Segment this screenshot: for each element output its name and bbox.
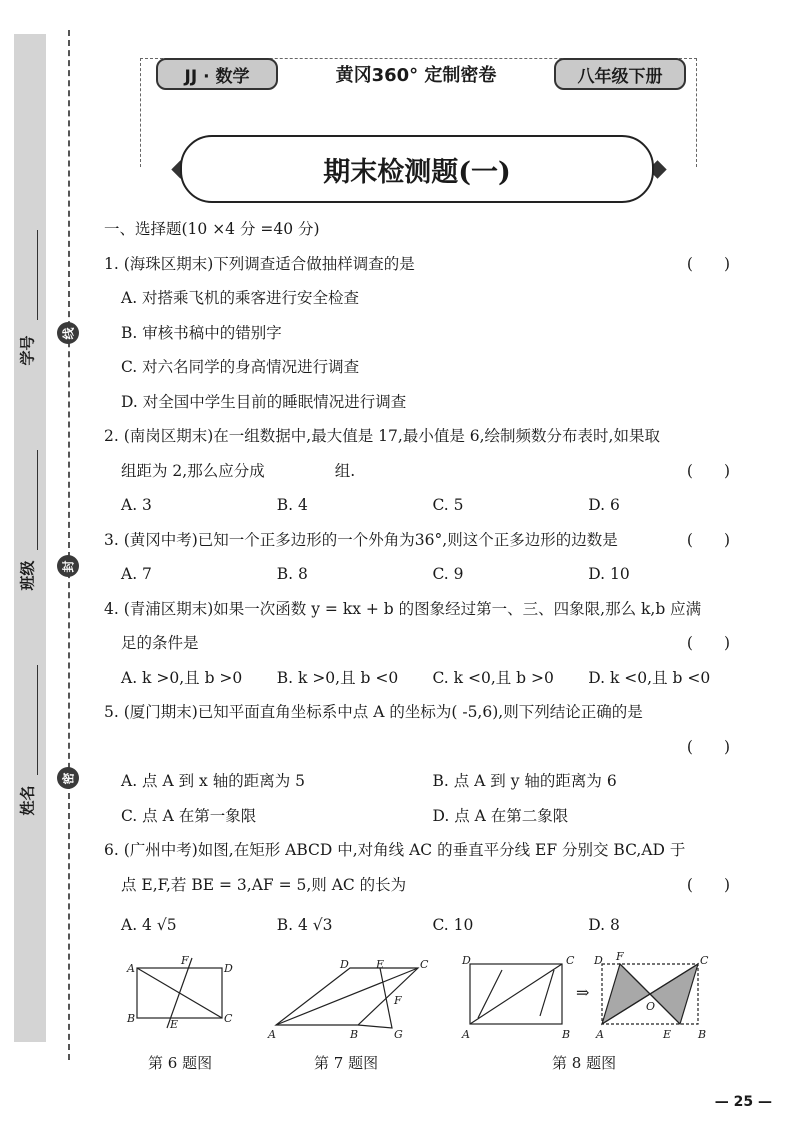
svg-text:D: D: [340, 958, 349, 971]
subject-pill: JJ · 数学: [156, 58, 278, 90]
svg-text:E: E: [170, 1018, 179, 1031]
svg-text:A: A: [127, 962, 135, 975]
answer-paren: ( ): [686, 634, 730, 652]
q4-stem: 4. (青浦区期末)如果一次函数 y = kx + b 的图象经过第一、三、四象限,那么 k,b 应满: [104, 599, 702, 618]
q6-stem-cont: 点 E,F,若 BE = 3,AF = 5,则 AC 的长为 ( ): [104, 868, 744, 903]
question-list: [104, 212, 744, 943]
q4-options: [104, 661, 744, 696]
option: A. 3: [121, 496, 152, 514]
q3-options: [104, 557, 744, 592]
svg-text:C: C: [420, 958, 429, 971]
seal-cut-mark: 密: [57, 767, 79, 789]
svg-text:A: A: [596, 1028, 604, 1041]
fig8-caption: 第 8 题图: [552, 1054, 617, 1072]
q5-stem: 5. (厦门期末)已知平面直角坐标系中点 A 的坐标为( -5,6),则下列结论正确的是: [104, 703, 643, 721]
figures-row: [0, 950, 794, 1070]
svg-text:G: G: [394, 1028, 403, 1041]
header-bar: [156, 57, 686, 91]
svg-text:F: F: [616, 950, 624, 963]
cut-line: [68, 30, 70, 1060]
grade-pill: 八年级下册: [554, 58, 686, 90]
q1-stem: 1. (海珠区期末)下列调查适合做抽样调查的是 ( ): [104, 247, 744, 282]
q1-option: A. 对搭乘飞机的乘客进行安全检查: [121, 289, 360, 307]
option: A. 点 A 到 x 轴的距离为 5: [121, 772, 305, 790]
svg-text:E: E: [663, 1028, 672, 1041]
option: C. 5: [432, 496, 464, 514]
figure-8-left: [470, 964, 562, 1024]
q1-option: C. 对六名同学的身高情况进行调查: [121, 358, 360, 376]
option: C. k <0,且 b >0: [432, 668, 554, 687]
q5-options: [104, 764, 744, 799]
option: C. 9: [432, 565, 464, 583]
option: A. k >0,且 b >0: [121, 668, 243, 687]
option: B. 点 A 到 y 轴的距离为 6: [432, 772, 617, 790]
option: D. k <0,且 b <0: [588, 668, 711, 687]
option: C. 10: [432, 916, 474, 934]
svg-text:F: F: [394, 994, 402, 1007]
svg-text:E: E: [376, 958, 385, 971]
page-number: — 25 —: [714, 1094, 772, 1110]
svg-text:D: D: [224, 962, 233, 975]
class-label: 班级: [18, 560, 37, 591]
q3-stem: 3. (黄冈中考)已知一个正多边形的一个外角为36°,则这个正多边形的边数是 ( ): [104, 523, 744, 558]
figure-6: [137, 958, 222, 1028]
option: B. 4 √3: [276, 916, 333, 934]
svg-text:D: D: [462, 954, 471, 967]
q2-stem-cont: 组距为 2,那么应分成 组. ( ): [104, 454, 744, 489]
q6-options: [104, 908, 744, 943]
geometry-figures: [0, 950, 794, 1045]
q2-stem: 2. (南岗区期末)在一组数据中,最大值是 17,最小值是 6,绘制频数分布表时,如果取: [104, 427, 660, 445]
svg-text:B: B: [350, 1028, 359, 1041]
svg-text:A: A: [268, 1028, 276, 1041]
svg-text:O: O: [646, 1000, 656, 1013]
name-line: [37, 665, 38, 775]
student-id-line: [37, 230, 38, 320]
answer-paren: ( ): [686, 530, 730, 549]
section-heading: 一、选择题(10 ×4 分 =40 分): [104, 220, 320, 238]
svg-text:D: D: [594, 954, 603, 967]
answer-paren: ( ): [686, 254, 730, 273]
q5-paren-row: [104, 730, 744, 765]
title-box: [180, 135, 654, 203]
svg-text:C: C: [700, 954, 709, 967]
option: A. 4 √5: [121, 916, 177, 934]
svg-text:A: A: [462, 1028, 470, 1041]
svg-text:C: C: [224, 1012, 233, 1025]
option: D. 8: [588, 916, 620, 934]
class-line: [37, 450, 38, 550]
q5-options: [104, 799, 744, 834]
answer-paren: ( ): [686, 875, 730, 894]
answer-paren: ( ): [686, 737, 730, 756]
q2-options: [104, 488, 744, 523]
svg-text:B: B: [127, 1012, 136, 1025]
series-title: 黄冈360° 定制密卷: [335, 65, 497, 86]
q4-stem-cont: 足的条件是 ( ): [104, 626, 744, 661]
option: B. 8: [276, 565, 308, 583]
name-label: 姓名: [18, 785, 37, 816]
option: C. 点 A 在第一象限: [121, 806, 257, 825]
option: B. k >0,且 b <0: [276, 668, 399, 687]
option: A. 7: [121, 565, 152, 583]
seal-line-mark: 线: [57, 322, 79, 344]
transform-arrow: ⇒: [576, 983, 590, 1002]
exam-title: 期末检测题(一): [323, 156, 511, 188]
fig7-caption: 第 7 题图: [314, 1054, 379, 1072]
option: D. 6: [588, 496, 620, 514]
svg-text:B: B: [562, 1028, 571, 1041]
svg-text:C: C: [566, 954, 575, 967]
fig6-caption: 第 6 题图: [148, 1054, 213, 1072]
svg-text:F: F: [181, 954, 189, 967]
answer-paren: ( ): [686, 461, 730, 480]
q6-stem: 6. (广州中考)如图,在矩形 ABCD 中,对角线 AC 的垂直平分线 EF 分别交 BC,AD 于: [104, 841, 686, 859]
q1-option: D. 对全国中学生目前的睡眠情况进行调查: [121, 392, 407, 411]
option: B. 4: [276, 496, 308, 514]
binding-strip: [14, 34, 46, 1042]
figure-8-right: [602, 964, 698, 1024]
seal-seal-mark: 封: [57, 555, 79, 577]
student-id-label: 学号: [18, 335, 37, 366]
option: D. 10: [588, 565, 630, 583]
q1-option: B. 审核书稿中的错别字: [121, 323, 282, 342]
svg-text:B: B: [698, 1028, 707, 1041]
option: D. 点 A 在第二象限: [432, 806, 569, 825]
